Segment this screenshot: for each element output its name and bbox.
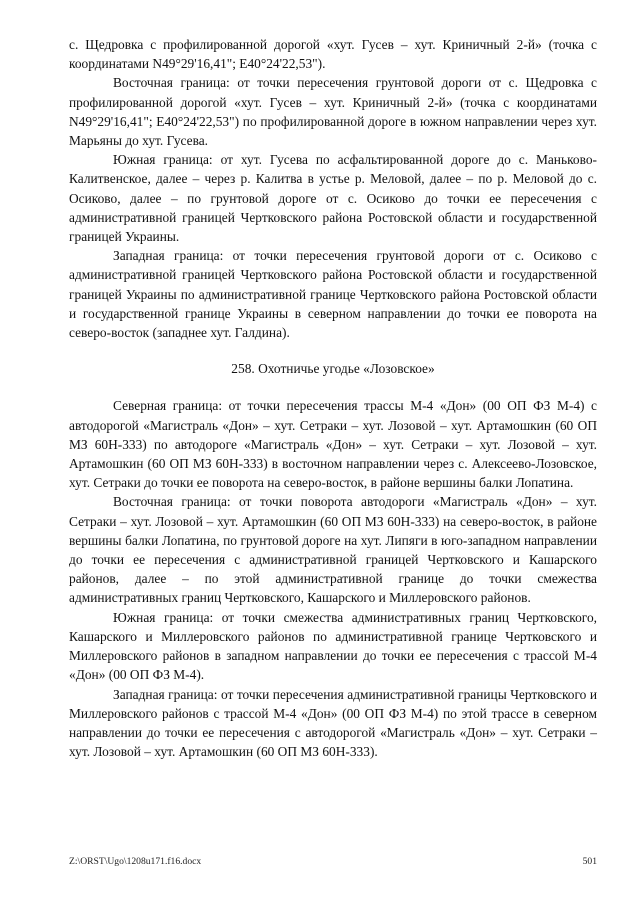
paragraph-continuation: с. Щедровка с профилированной дорогой «хут. Гусев – хут. Криничный 2-й» (точка с координатами N49°29'16,41"; E40°24'22,53"). [69,37,597,72]
paragraph-southern-border-1: Южная граница: от хут. Гусева по асфальтированной дороге до с. Маньково-Калитвенское, далее – через р. Калитва в устье р. Меловой, далее – по р. Меловой до с. Осиково, далее – по грунтовой дороге от с. Осиково до точки ее пересечения с административной границей Чертковского района Ростовской области и государственной границей Украины. [69,152,597,245]
document-body [69,35,597,761]
footer-file-path: Z:\ORST\Ugo\1208u171.f16.docx [69,856,202,867]
paragraph-eastern-border-1: Восточная граница: от точки пересечения грунтовой дороги от с. Щедровка с профилированной дорогой «хут. Гусев – хут. Криничный 2-й» (точка с координатами N49°29'16,41"; E40°24'22,53") по профилированной дороге в южном направлении через хут. Марьяны до хут. Гусева. [69,75,597,149]
section-title: 258. Охотничье угодье «Лозовское» [231,361,435,377]
page-number: 501 [582,856,597,867]
paragraph-northern-border-2: Северная граница: от точки пересечения трассы М-4 «Дон» (00 ОП ФЗ М-4) с автодорогой «Магистраль «Дон» – хут. Сетраки – хут. Лозовой – хут. Артамошкин (60 ОП МЗ 60Н-333) по автодороге «Магистраль «Дон» – хут. Сетраки – хут. Лозовой – хут. Артамошкин (60 ОП МЗ 60Н-333) в восточном направлении через с. Алексеево-Лозовское, хут. Сетраки до точки ее поворота на северо-восток, в районе вершины балки Лопатина. [69,398,597,491]
paragraph-western-border-2: Западная граница: от точки пересечения административной границы Чертковского и Миллеровского районов с трассой М-4 «Дон» (00 ОП ФЗ М-4) по этой трассе в северном направлении до точки ее пересечения с автодорогой «Магистраль «Дон» – хут. Сетраки – хут. Лозовой – хут. Артамошкин (60 ОП МЗ 60Н-333). [69,686,597,760]
paragraph-southern-border-2: Южная граница: от точки смежества административных границ Чертковского, Кашарского и Миллеровского районов по административной границе Чертковского и Миллеровского районов в западном направлении до точки ее пересечения с трассой М-4 «Дон» (00 ОП ФЗ М-4). [69,609,597,683]
paragraph-western-border-1: Западная граница: от точки пересечения грунтовой дороги от с. Осиково с административной границей Чертковского района Ростовской области и государственной границей Украины по административной границе Чертковского района Ростовской области и государственной границе Украины в северном направлении до точки ее поворота на северо-восток (западнее хут. Галдина). [69,248,597,341]
paragraph-eastern-border-2: Восточная граница: от точки поворота автодороги «Магистраль «Дон» – хут. Сетраки – хут. Лозовой – хут. Артамошкин (60 ОП МЗ 60Н-333) на северо-восток, в районе вершины балки Лопатина, по грунтовой дороге на хут. Липяги в юго-западном направлении до точки ее пересечения с административной границей Чертковского и Кашарского районов, далее – по этой административной границе до точки смежества административных границ Чертковского, Кашарского и Миллеровского районов. [69,494,597,606]
